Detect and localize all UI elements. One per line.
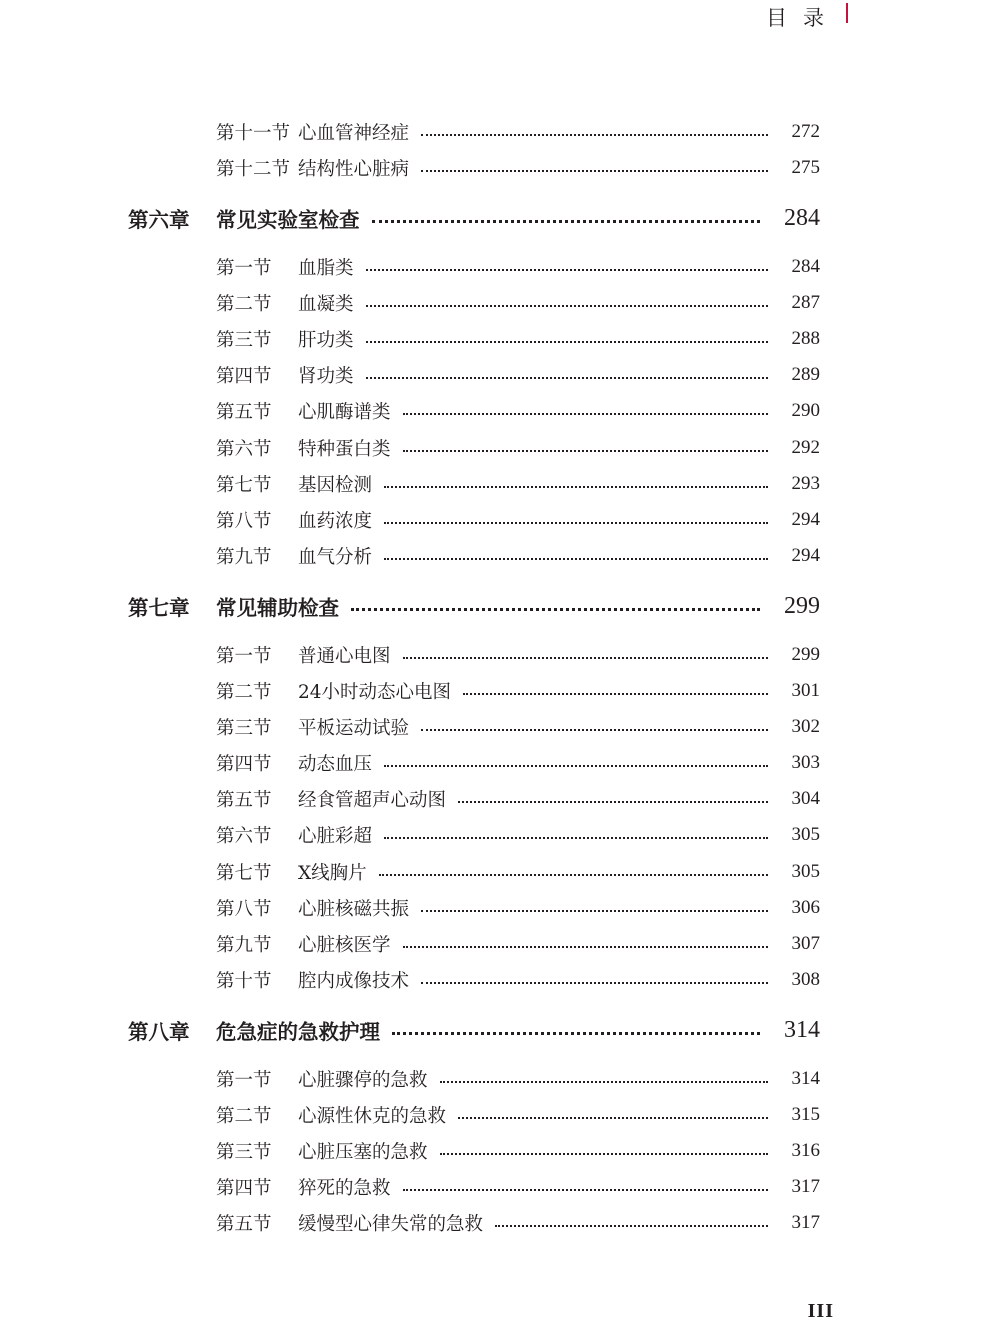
section-title: 心脏骤停的急救 xyxy=(298,1069,428,1091)
toc-chapter-entry[interactable] xyxy=(0,588,1000,624)
toc-section-entry[interactable] xyxy=(0,1205,1000,1241)
dot-leader xyxy=(403,413,768,415)
toc-page-number: 294 xyxy=(791,545,820,567)
toc-page-number: 302 xyxy=(791,715,820,737)
toc-page-number: 306 xyxy=(791,896,820,918)
section-title: 血药浓度 xyxy=(298,510,373,532)
section-number: 第十二节 xyxy=(216,159,291,181)
toc-page-number: 303 xyxy=(791,752,820,774)
toc-page-number: 316 xyxy=(791,1139,820,1161)
chapter-number: 第八章 xyxy=(128,1020,190,1045)
dot-leader xyxy=(403,1189,768,1191)
toc-section-entry[interactable] xyxy=(0,1061,1000,1097)
dot-leader xyxy=(495,1225,768,1227)
dot-leader xyxy=(392,1032,760,1035)
section-title: 缓慢型心律失常的急救 xyxy=(298,1214,484,1236)
toc-section-entry[interactable] xyxy=(0,321,1000,357)
section-number: 第六节 xyxy=(216,438,272,460)
toc-section-entry[interactable] xyxy=(0,709,1000,745)
toc-page-number: 305 xyxy=(791,860,820,882)
toc-section-entry[interactable] xyxy=(0,393,1000,429)
section-number: 第七节 xyxy=(216,862,272,884)
section-title: 腔内成像技术 xyxy=(298,971,410,993)
section-title: 血凝类 xyxy=(298,293,354,315)
section-number: 第三节 xyxy=(216,1141,272,1163)
dot-leader xyxy=(384,558,768,560)
toc-page-number: 275 xyxy=(791,157,820,179)
section-title: 血气分析 xyxy=(298,547,373,569)
dot-leader xyxy=(384,522,768,524)
section-number: 第七节 xyxy=(216,474,272,496)
section-number: 第五节 xyxy=(216,790,272,812)
toc-section-entry[interactable] xyxy=(0,854,1000,890)
dot-leader xyxy=(366,341,768,343)
toc-page-number: 284 xyxy=(784,204,820,231)
section-number: 第二节 xyxy=(216,1105,272,1127)
dot-leader xyxy=(458,801,768,803)
dot-leader xyxy=(366,305,768,307)
section-title: 平板运动试验 xyxy=(298,717,410,739)
toc-section-entry[interactable] xyxy=(0,150,1000,186)
chapter-title: 常见辅助检查 xyxy=(216,596,339,621)
toc-page-number: 317 xyxy=(791,1176,820,1198)
dot-leader xyxy=(421,170,768,172)
toc-section-entry[interactable] xyxy=(0,673,1000,709)
toc-section-entry[interactable] xyxy=(0,249,1000,285)
table-of-contents xyxy=(0,114,1000,1241)
toc-page-number: 292 xyxy=(791,436,820,458)
toc-page-number: 289 xyxy=(791,364,820,386)
dot-leader xyxy=(384,837,768,839)
toc-page-number: 284 xyxy=(791,255,820,277)
toc-chapter-entry[interactable] xyxy=(0,200,1000,236)
chapter-title: 危急症的急救护理 xyxy=(216,1020,380,1045)
toc-page-number: 288 xyxy=(791,328,820,350)
toc-page-number: 305 xyxy=(791,824,820,846)
dot-leader xyxy=(440,1153,768,1155)
section-title: 普通心电图 xyxy=(298,645,391,667)
toc-page-number: 307 xyxy=(791,933,820,955)
toc-page-number: 294 xyxy=(791,508,820,530)
section-number: 第十一节 xyxy=(216,123,291,145)
section-number: 第一节 xyxy=(216,257,272,279)
toc-section-entry[interactable] xyxy=(0,745,1000,781)
section-title: 心脏彩超 xyxy=(298,826,373,848)
dot-leader xyxy=(421,729,768,731)
dot-leader xyxy=(403,657,768,659)
section-title: 结构性心脏病 xyxy=(298,159,410,181)
toc-section-entry[interactable] xyxy=(0,781,1000,817)
section-title: 心脏核磁共振 xyxy=(298,898,410,920)
dot-leader xyxy=(403,946,768,948)
toc-section-entry[interactable] xyxy=(0,1097,1000,1133)
toc-page-number: 299 xyxy=(784,592,820,619)
dot-leader xyxy=(458,1117,768,1119)
section-title: 肾功类 xyxy=(298,366,354,388)
section-title: 心血管神经症 xyxy=(298,123,410,145)
dot-leader xyxy=(421,910,768,912)
toc-page-number: 287 xyxy=(791,291,820,313)
dot-leader xyxy=(351,608,760,611)
section-title: 24小时动态心电图 xyxy=(298,681,452,703)
section-number: 第一节 xyxy=(216,645,272,667)
toc-section-entry[interactable] xyxy=(0,430,1000,466)
toc-section-entry[interactable] xyxy=(0,890,1000,926)
toc-page-number: 304 xyxy=(791,788,820,810)
section-number: 第八节 xyxy=(216,510,272,532)
toc-section-entry[interactable] xyxy=(0,1169,1000,1205)
dot-leader xyxy=(366,377,768,379)
section-number: 第一节 xyxy=(216,1069,272,1091)
toc-section-entry[interactable] xyxy=(0,357,1000,393)
section-number: 第二节 xyxy=(216,293,272,315)
section-number: 第六节 xyxy=(216,826,272,848)
dot-leader xyxy=(463,693,768,695)
dot-leader xyxy=(379,874,768,876)
section-title: 动态血压 xyxy=(298,754,373,776)
toc-section-entry[interactable] xyxy=(0,466,1000,502)
section-number: 第四节 xyxy=(216,1178,272,1200)
section-number: 第九节 xyxy=(216,547,272,569)
section-title: 心脏核医学 xyxy=(298,935,391,957)
dot-leader xyxy=(421,134,768,136)
section-title: 猝死的急救 xyxy=(298,1178,391,1200)
toc-page-number: 308 xyxy=(791,969,820,991)
chapter-title: 常见实验室检查 xyxy=(216,208,360,233)
section-title: 肝功类 xyxy=(298,330,354,352)
toc-section-entry[interactable] xyxy=(0,926,1000,962)
toc-page-number: 301 xyxy=(791,679,820,701)
toc-section-entry[interactable] xyxy=(0,1133,1000,1169)
section-title: 特种蛋白类 xyxy=(298,438,391,460)
section-number: 第四节 xyxy=(216,754,272,776)
toc-page-number: 314 xyxy=(791,1067,820,1089)
toc-page-number: 314 xyxy=(784,1016,820,1043)
section-title: 血脂类 xyxy=(298,257,354,279)
running-title: 目录 xyxy=(766,6,840,30)
section-number: 第五节 xyxy=(216,402,272,424)
toc-page-number: 272 xyxy=(791,121,820,143)
toc-section-entry[interactable] xyxy=(0,114,1000,150)
section-number: 第三节 xyxy=(216,330,272,352)
chapter-number: 第六章 xyxy=(128,208,190,233)
section-title: 心脏压塞的急救 xyxy=(298,1141,428,1163)
toc-page-number: 315 xyxy=(791,1103,820,1125)
dot-leader xyxy=(384,765,768,767)
section-title: X线胸片 xyxy=(298,862,367,884)
section-title: 基因检测 xyxy=(298,474,373,496)
section-number: 第三节 xyxy=(216,717,272,739)
section-number: 第九节 xyxy=(216,935,272,957)
section-number: 第四节 xyxy=(216,366,272,388)
toc-section-entry[interactable] xyxy=(0,817,1000,853)
toc-chapter-entry[interactable] xyxy=(0,1012,1000,1048)
dot-leader xyxy=(421,982,768,984)
page-number: III xyxy=(807,1300,834,1322)
section-number: 第五节 xyxy=(216,1214,272,1236)
toc-section-entry[interactable] xyxy=(0,636,1000,672)
toc-section-entry[interactable] xyxy=(0,502,1000,538)
section-title: 心肌酶谱类 xyxy=(298,402,391,424)
toc-page-number: 317 xyxy=(791,1212,820,1234)
toc-section-entry[interactable] xyxy=(0,538,1000,574)
section-number: 第十节 xyxy=(216,971,272,993)
toc-section-entry[interactable] xyxy=(0,962,1000,998)
dot-leader xyxy=(403,450,768,452)
dot-leader xyxy=(372,220,761,223)
dot-leader xyxy=(384,486,768,488)
toc-page-number: 290 xyxy=(791,400,820,422)
dot-leader xyxy=(440,1081,768,1083)
chapter-number: 第七章 xyxy=(128,596,190,621)
section-title: 经食管超声心动图 xyxy=(298,790,447,812)
toc-page-number: 293 xyxy=(791,472,820,494)
section-title: 心源性休克的急救 xyxy=(298,1105,447,1127)
dot-leader xyxy=(366,269,768,271)
header-accent-bar xyxy=(846,3,848,23)
toc-section-entry[interactable] xyxy=(0,285,1000,321)
toc-page-number: 299 xyxy=(791,643,820,665)
section-number: 第二节 xyxy=(216,681,272,703)
section-number: 第八节 xyxy=(216,898,272,920)
